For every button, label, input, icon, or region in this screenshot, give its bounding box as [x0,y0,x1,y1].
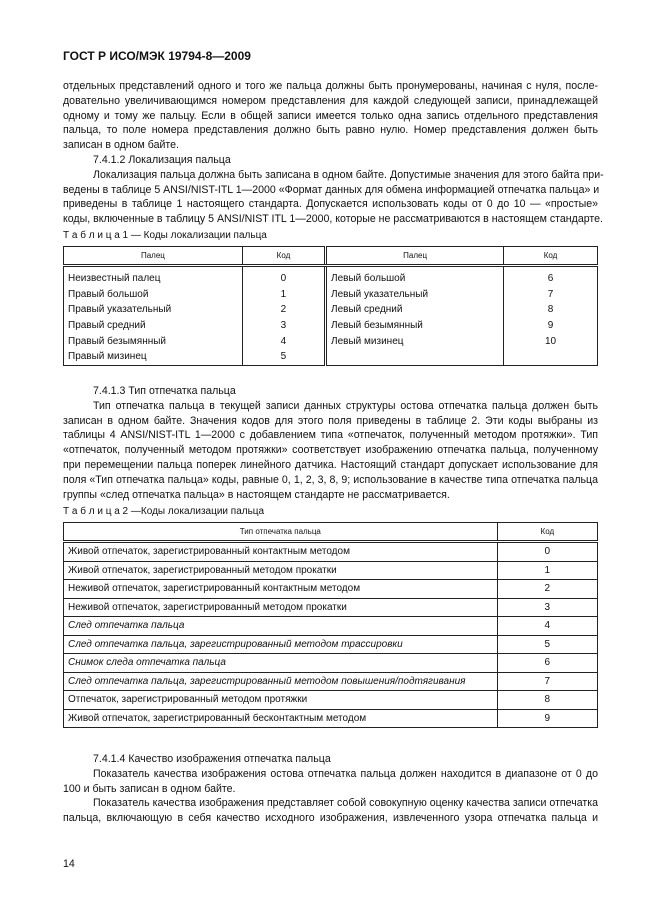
table1-caption: Т а б л и ц а 1 — Коды локализации пальца [63,230,267,241]
table-row [64,287,598,303]
section-7-4-1-3 [63,384,598,502]
text-line: записан в одном байте. Значения кодов для этого поля приведены в таблице 2. Эти коды выбраны из [63,414,598,427]
code-cell: 9 [504,318,598,334]
table-header-cell: Тип отпечатка пальца [64,523,498,542]
type-cell: Живой отпечаток, зарегистрированный контактным методом [64,542,498,562]
table-header-cell: Код [497,523,597,542]
table-row [64,691,598,710]
code-cell: 6 [504,266,598,287]
table-row [64,709,598,728]
type-cell: Живой отпечаток, зарегистрированный бесконтактным методом [64,709,498,728]
text-line: Локализация пальца должна быть записана в одном байте. Допустимые значения для этого байта при- [93,168,604,181]
text-line: пальца, то поле номера представления должно быть равно нулю. Номер представления должен быть [63,124,598,137]
code-cell: 9 [497,709,597,728]
code-cell: 0 [242,266,325,287]
code-cell: 6 [497,654,597,673]
section-7-4-1-2 [63,153,604,227]
document-header: ГОСТ Р ИСО/МЭК 19794-8—2009 [63,49,251,63]
finger-cell: Правый средний [64,318,243,334]
table-row [64,333,598,349]
paragraph-intro [63,79,598,153]
page-number: 14 [63,858,75,870]
type-cell: След отпечатка пальца, зарегистрированный методом повышения/подтягивания [64,672,498,691]
table-row [64,542,598,562]
finger-cell: Левый безымянный [326,318,504,334]
section-7-4-1-4 [63,752,598,826]
finger-cell: Правый большой [64,287,243,303]
finger-cell [326,349,504,365]
code-cell: 1 [242,287,325,303]
code-cell: 8 [497,691,597,710]
type-cell: След отпечатка пальца [64,617,498,636]
finger-cell: Правый указательный [64,302,243,318]
code-cell: 3 [242,318,325,334]
text-line: приведены в таблице 1 настоящего стандарта. Допускается использовать коды от 0 до 10 — «простые» [63,198,598,211]
text-line: Показатель качества изображения остова отпечатка пальца должен находится в диапазоне от 0 до [93,767,598,780]
code-cell: 2 [242,302,325,318]
text-line: Показатель качества изображения представляет собой совокупную оценку качества записи отпечатка [93,797,598,810]
code-cell [504,349,598,365]
text-line: одному и тому же пальцу. Если в общей записи имеется только одна запись отдельного представления [63,109,598,122]
table2-caption: Т а б л и ц а 2 —Коды локализации пальца [63,506,265,517]
code-cell: 4 [242,333,325,349]
text-line: Тип отпечатка пальца в текущей записи данных структуры остова отпечатка пальца должен быть [93,399,598,412]
code-cell: 7 [504,287,598,303]
table-row [64,598,598,617]
finger-cell: Неизвестный палец [64,266,243,287]
type-cell: След отпечатка пальца, зарегистрированный методом трассировки [64,635,498,654]
table-row [64,318,598,334]
type-cell: Живой отпечаток, зарегистрированный методом прокатки [64,561,498,580]
text-line: группы «след отпечатка пальца» в настоящем стандарте не рассматривается. [63,488,450,501]
finger-cell: Правый безымянный [64,333,243,349]
text-line: пальца, включающую в себя качество исходного изображения, извлеченного узора отпечатка пальца и [63,812,598,825]
code-cell: 8 [504,302,598,318]
table-header-cell: Палец [326,247,504,266]
table-row [64,617,598,636]
code-cell: 5 [497,635,597,654]
table-header-cell: Код [242,247,325,266]
finger-cell: Правый мизинец [64,349,243,365]
table-row [64,580,598,599]
type-cell: Неживой отпечаток, зарегистрированный контактным методом [64,580,498,599]
type-cell: Неживой отпечаток, зарегистрированный методом прокатки [64,598,498,617]
code-cell: 5 [242,349,325,365]
code-cell: 3 [497,598,597,617]
table1 [63,246,598,366]
section-heading: 7.4.1.2 Локализация пальца [93,154,231,166]
finger-cell: Левый мизинец [326,333,504,349]
code-cell: 0 [497,542,597,562]
section-heading: 7.4.1.4 Качество изображения отпечатка пальца [93,753,331,765]
text-line: коды, включенные в таблицу 5 ANSI/NIST ITL 1—2000, которые не рассматриваются в настоящем стандарте. [63,213,603,226]
text-line: довательно увеличивающимся номером представления для каждой следующей записи, принадлежащей [63,94,598,107]
table-row [64,654,598,673]
finger-cell: Левый средний [326,302,504,318]
code-cell: 2 [497,580,597,599]
section-heading: 7.4.1.3 Тип отпечатка пальца [93,385,236,397]
code-cell: 7 [497,672,597,691]
type-cell: Отпечаток, зарегистрированный методом протяжки [64,691,498,710]
text-line: отдельных представлений одного и того же пальца должны быть пронумерованы, начиная с нуля, после- [63,80,598,92]
table-header-cell: Палец [64,247,243,266]
table-row [64,349,598,365]
code-cell: 4 [497,617,597,636]
table-row [64,302,598,318]
table-row [64,635,598,654]
text-line: «отпечаток, полученный методом протяжки» соответствует изображению отпечатка пальца, полученному [63,444,598,457]
finger-cell: Левый указательный [326,287,504,303]
type-cell: Снимок следа отпечатка пальца [64,654,498,673]
text-line: 100 и быть записан в одном байте. [63,782,236,795]
text-line: таблицы 4 ANSI/NIST-ITL 1—2000 с добавлением типа «отпечаток, полученный методом протяжки». Тип [63,429,598,442]
finger-cell: Левый большой [326,266,504,287]
table2 [63,522,598,728]
table-row [64,561,598,580]
code-cell: 10 [504,333,598,349]
text-line: при перемещении пальца поперек линейного датчика. Настоящий стандарт допускает использование для [63,458,598,471]
table-row [64,266,598,287]
text-line: поля «Тип отпечатка пальца» коды, равные 0, 1, 2, 3, 8, 9; использование в качестве типа отпечатка пальца [63,473,598,486]
code-cell: 1 [497,561,597,580]
text-line: записан в одном байте. [63,139,179,152]
text-line: ведены в таблице 5 ANSI/NIST-ITL 1—2000 «Формат данных для обмена информацией отпечатка пальца» и [63,183,600,196]
table-row [64,672,598,691]
table-header-cell: Код [504,247,598,266]
